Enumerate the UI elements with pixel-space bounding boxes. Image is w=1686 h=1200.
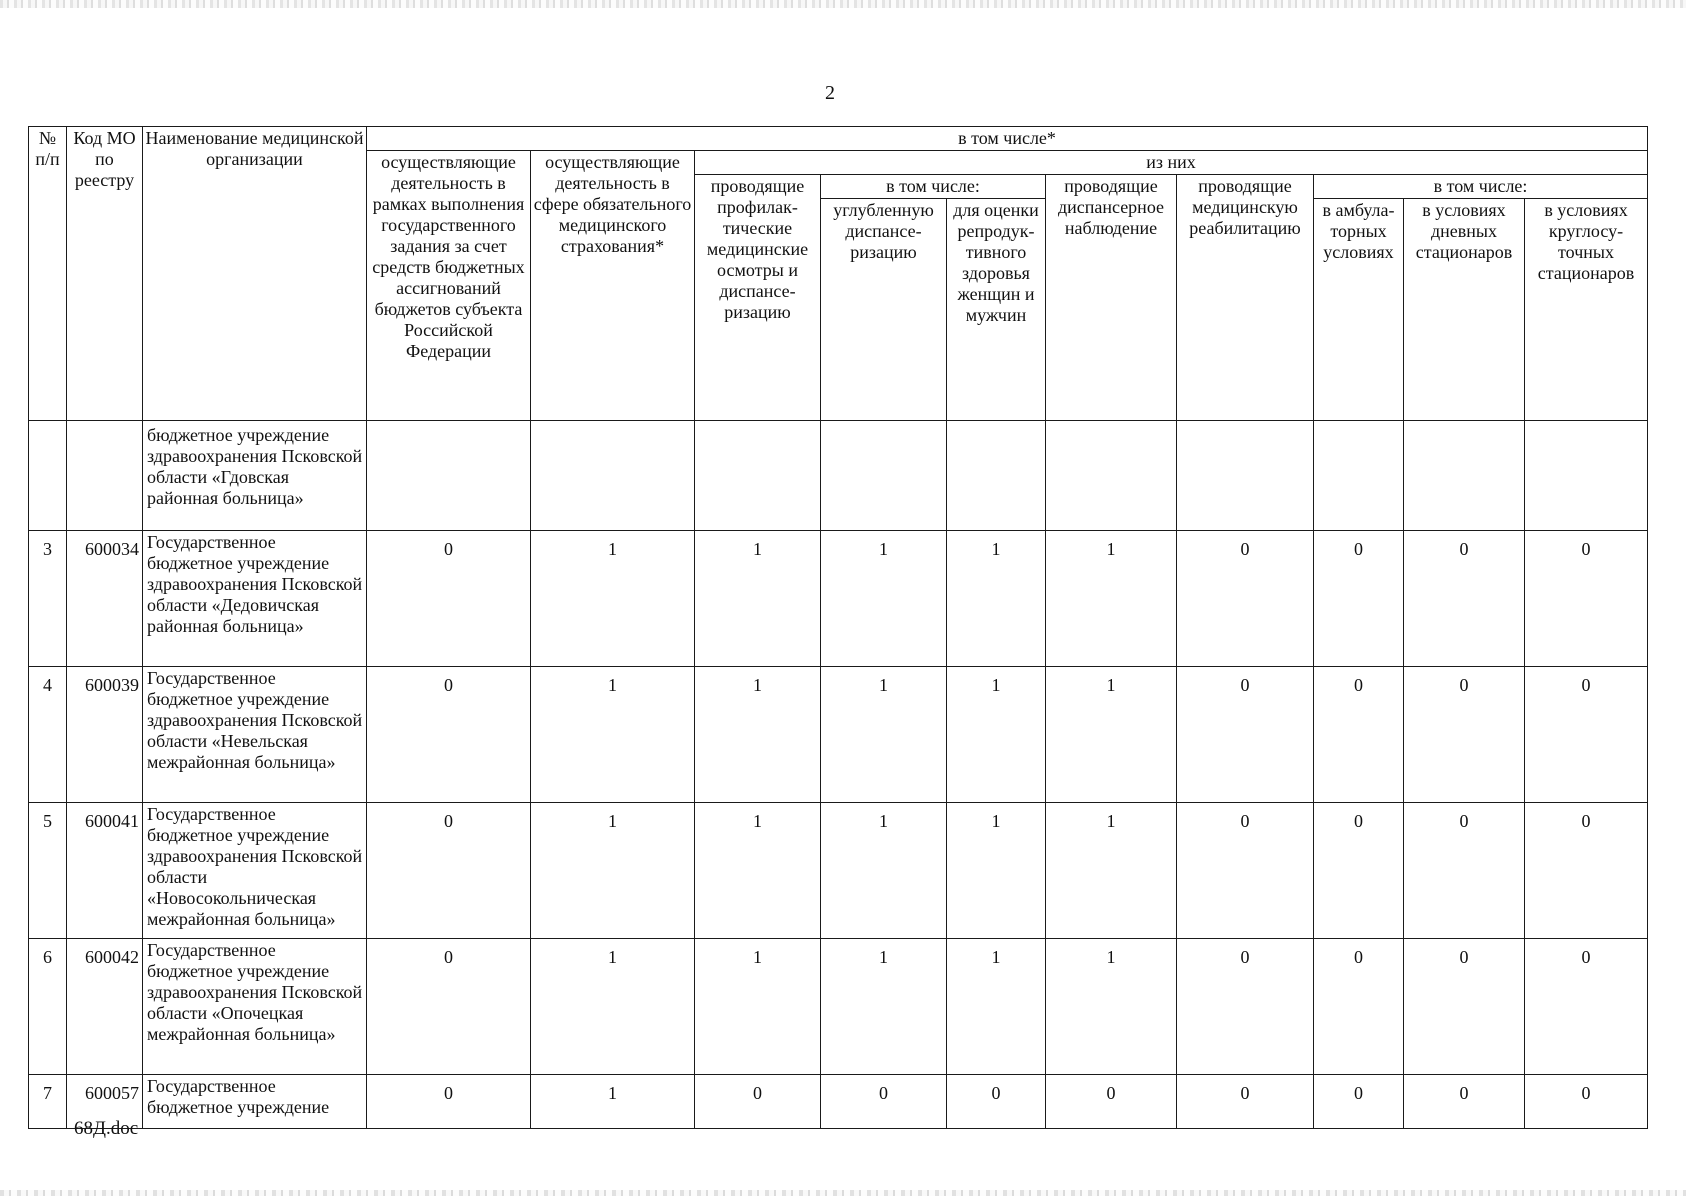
row-code: 600057 <box>67 1075 143 1129</box>
cell-day: 0 <box>1404 1075 1525 1129</box>
scan-edge-bottom <box>0 1190 1686 1196</box>
table-row <box>29 421 1648 531</box>
cell-deep: 1 <box>821 939 947 1075</box>
row-num <box>29 421 67 531</box>
cell-day: 0 <box>1404 531 1525 667</box>
header-group-total: в том числе* <box>367 127 1648 151</box>
cell-oms: 1 <box>531 1075 695 1129</box>
row-code: 600034 <box>67 531 143 667</box>
cell-deep: 1 <box>821 803 947 939</box>
cell-deep: 1 <box>821 667 947 803</box>
header-amb: в амбула-торных условиях <box>1314 199 1404 421</box>
footer-filename: 68Д.doc <box>74 1118 139 1139</box>
cell-rehab: 0 <box>1177 1075 1314 1129</box>
row-num: 3 <box>29 531 67 667</box>
cell-day: 0 <box>1404 939 1525 1075</box>
cell-prof: 1 <box>695 803 821 939</box>
medical-organizations-table <box>28 126 1648 1129</box>
cell-rehab <box>1177 421 1314 531</box>
cell-oms: 1 <box>531 803 695 939</box>
cell-day <box>1404 421 1525 531</box>
row-name: Государственное бюджетное учреждение здравоохранения Псковской области «Дедовичская районная больница» <box>143 531 367 667</box>
cell-rehab: 0 <box>1177 803 1314 939</box>
cell-amb: 0 <box>1314 667 1404 803</box>
cell-prof: 1 <box>695 531 821 667</box>
cell-rehab: 0 <box>1177 667 1314 803</box>
cell-prof: 1 <box>695 667 821 803</box>
cell-disp: 0 <box>1046 1075 1177 1129</box>
cell-amb: 0 <box>1314 531 1404 667</box>
table-row <box>29 1075 1648 1129</box>
cell-oms: 1 <box>531 531 695 667</box>
cell-repro: 1 <box>947 803 1046 939</box>
row-code: 600041 <box>67 803 143 939</box>
cell-round: 0 <box>1525 939 1648 1075</box>
row-name: Государственное бюджетное учреждение здравоохранения Псковской области «Невельская межрайонная больница» <box>143 667 367 803</box>
cell-disp: 1 <box>1046 803 1177 939</box>
cell-deep <box>821 421 947 531</box>
cell-rehab: 0 <box>1177 531 1314 667</box>
row-name: Государственное бюджетное учреждение здравоохранения Псковской области «Новосокольническая межрайонная больница» <box>143 803 367 939</box>
header-disp: проводящие диспансерное наблюдение <box>1046 175 1177 421</box>
header-repro: для оценки репродук-тивного здоровья женщин и мужчин <box>947 199 1046 421</box>
cell-budget: 0 <box>367 939 531 1075</box>
cell-budget: 0 <box>367 531 531 667</box>
cell-oms: 1 <box>531 667 695 803</box>
cell-budget <box>367 421 531 531</box>
header-budget: осуществляющие деятельность в рамках выполнения государственного задания за счет средств бюджетных ассигнований бюджетов субъекта Российской Федерации <box>367 151 531 421</box>
cell-prof: 0 <box>695 1075 821 1129</box>
cell-repro: 1 <box>947 667 1046 803</box>
row-code: 600039 <box>67 667 143 803</box>
table-row <box>29 531 1648 667</box>
cell-budget: 0 <box>367 803 531 939</box>
scan-edge-top <box>0 0 1686 8</box>
header-prof: проводящие профилак-тические медицинские осмотры и диспансе-ризацию <box>695 175 821 421</box>
cell-rehab: 0 <box>1177 939 1314 1075</box>
cell-round <box>1525 421 1648 531</box>
cell-round: 0 <box>1525 531 1648 667</box>
header-group-iz-nih: из них <box>695 151 1648 175</box>
header-round: в условиях круглосу-точных стационаров <box>1525 199 1648 421</box>
cell-amb <box>1314 421 1404 531</box>
cell-deep: 1 <box>821 531 947 667</box>
table-row <box>29 803 1648 939</box>
table-row <box>29 667 1648 803</box>
header-name: Наименование медицинской организации <box>143 127 367 421</box>
cell-prof: 1 <box>695 939 821 1075</box>
cell-budget: 0 <box>367 667 531 803</box>
cell-round: 0 <box>1525 667 1648 803</box>
cell-amb: 0 <box>1314 803 1404 939</box>
page-number: 2 <box>825 82 835 104</box>
header-group-sub2: в том числе: <box>1314 175 1648 199</box>
header-day: в условиях дневных стационаров <box>1404 199 1525 421</box>
cell-repro: 1 <box>947 939 1046 1075</box>
cell-prof <box>695 421 821 531</box>
row-num: 6 <box>29 939 67 1075</box>
header-oms: осуществляющие деятельность в сфере обязательного медицинского страхования* <box>531 151 695 421</box>
row-name: Государственное бюджетное учреждение <box>143 1075 367 1129</box>
cell-disp: 1 <box>1046 939 1177 1075</box>
row-num: 7 <box>29 1075 67 1129</box>
header-deep: углубленную диспансе-ризацию <box>821 199 947 421</box>
row-num: 5 <box>29 803 67 939</box>
cell-day: 0 <box>1404 667 1525 803</box>
row-num: 4 <box>29 667 67 803</box>
cell-budget: 0 <box>367 1075 531 1129</box>
row-code <box>67 421 143 531</box>
cell-repro <box>947 421 1046 531</box>
cell-disp: 1 <box>1046 531 1177 667</box>
row-name: бюджетное учреждение здравоохранения Псковской области «Гдовская районная больница» <box>143 421 367 531</box>
cell-oms <box>531 421 695 531</box>
cell-disp: 1 <box>1046 667 1177 803</box>
cell-day: 0 <box>1404 803 1525 939</box>
cell-disp <box>1046 421 1177 531</box>
header-rehab: проводящие медицинскую реабилитацию <box>1177 175 1314 421</box>
row-code: 600042 <box>67 939 143 1075</box>
cell-oms: 1 <box>531 939 695 1075</box>
table-row <box>29 939 1648 1075</box>
header-num: № п/п <box>29 127 67 421</box>
header-group-sub1: в том числе: <box>821 175 1046 199</box>
cell-repro: 0 <box>947 1075 1046 1129</box>
row-name: Государственное бюджетное учреждение здравоохранения Псковской области «Опочецкая межрайонная больница» <box>143 939 367 1075</box>
cell-amb: 0 <box>1314 939 1404 1075</box>
cell-repro: 1 <box>947 531 1046 667</box>
cell-round: 0 <box>1525 1075 1648 1129</box>
cell-deep: 0 <box>821 1075 947 1129</box>
header-code: Код МО по реестру <box>67 127 143 421</box>
cell-amb: 0 <box>1314 1075 1404 1129</box>
cell-round: 0 <box>1525 803 1648 939</box>
